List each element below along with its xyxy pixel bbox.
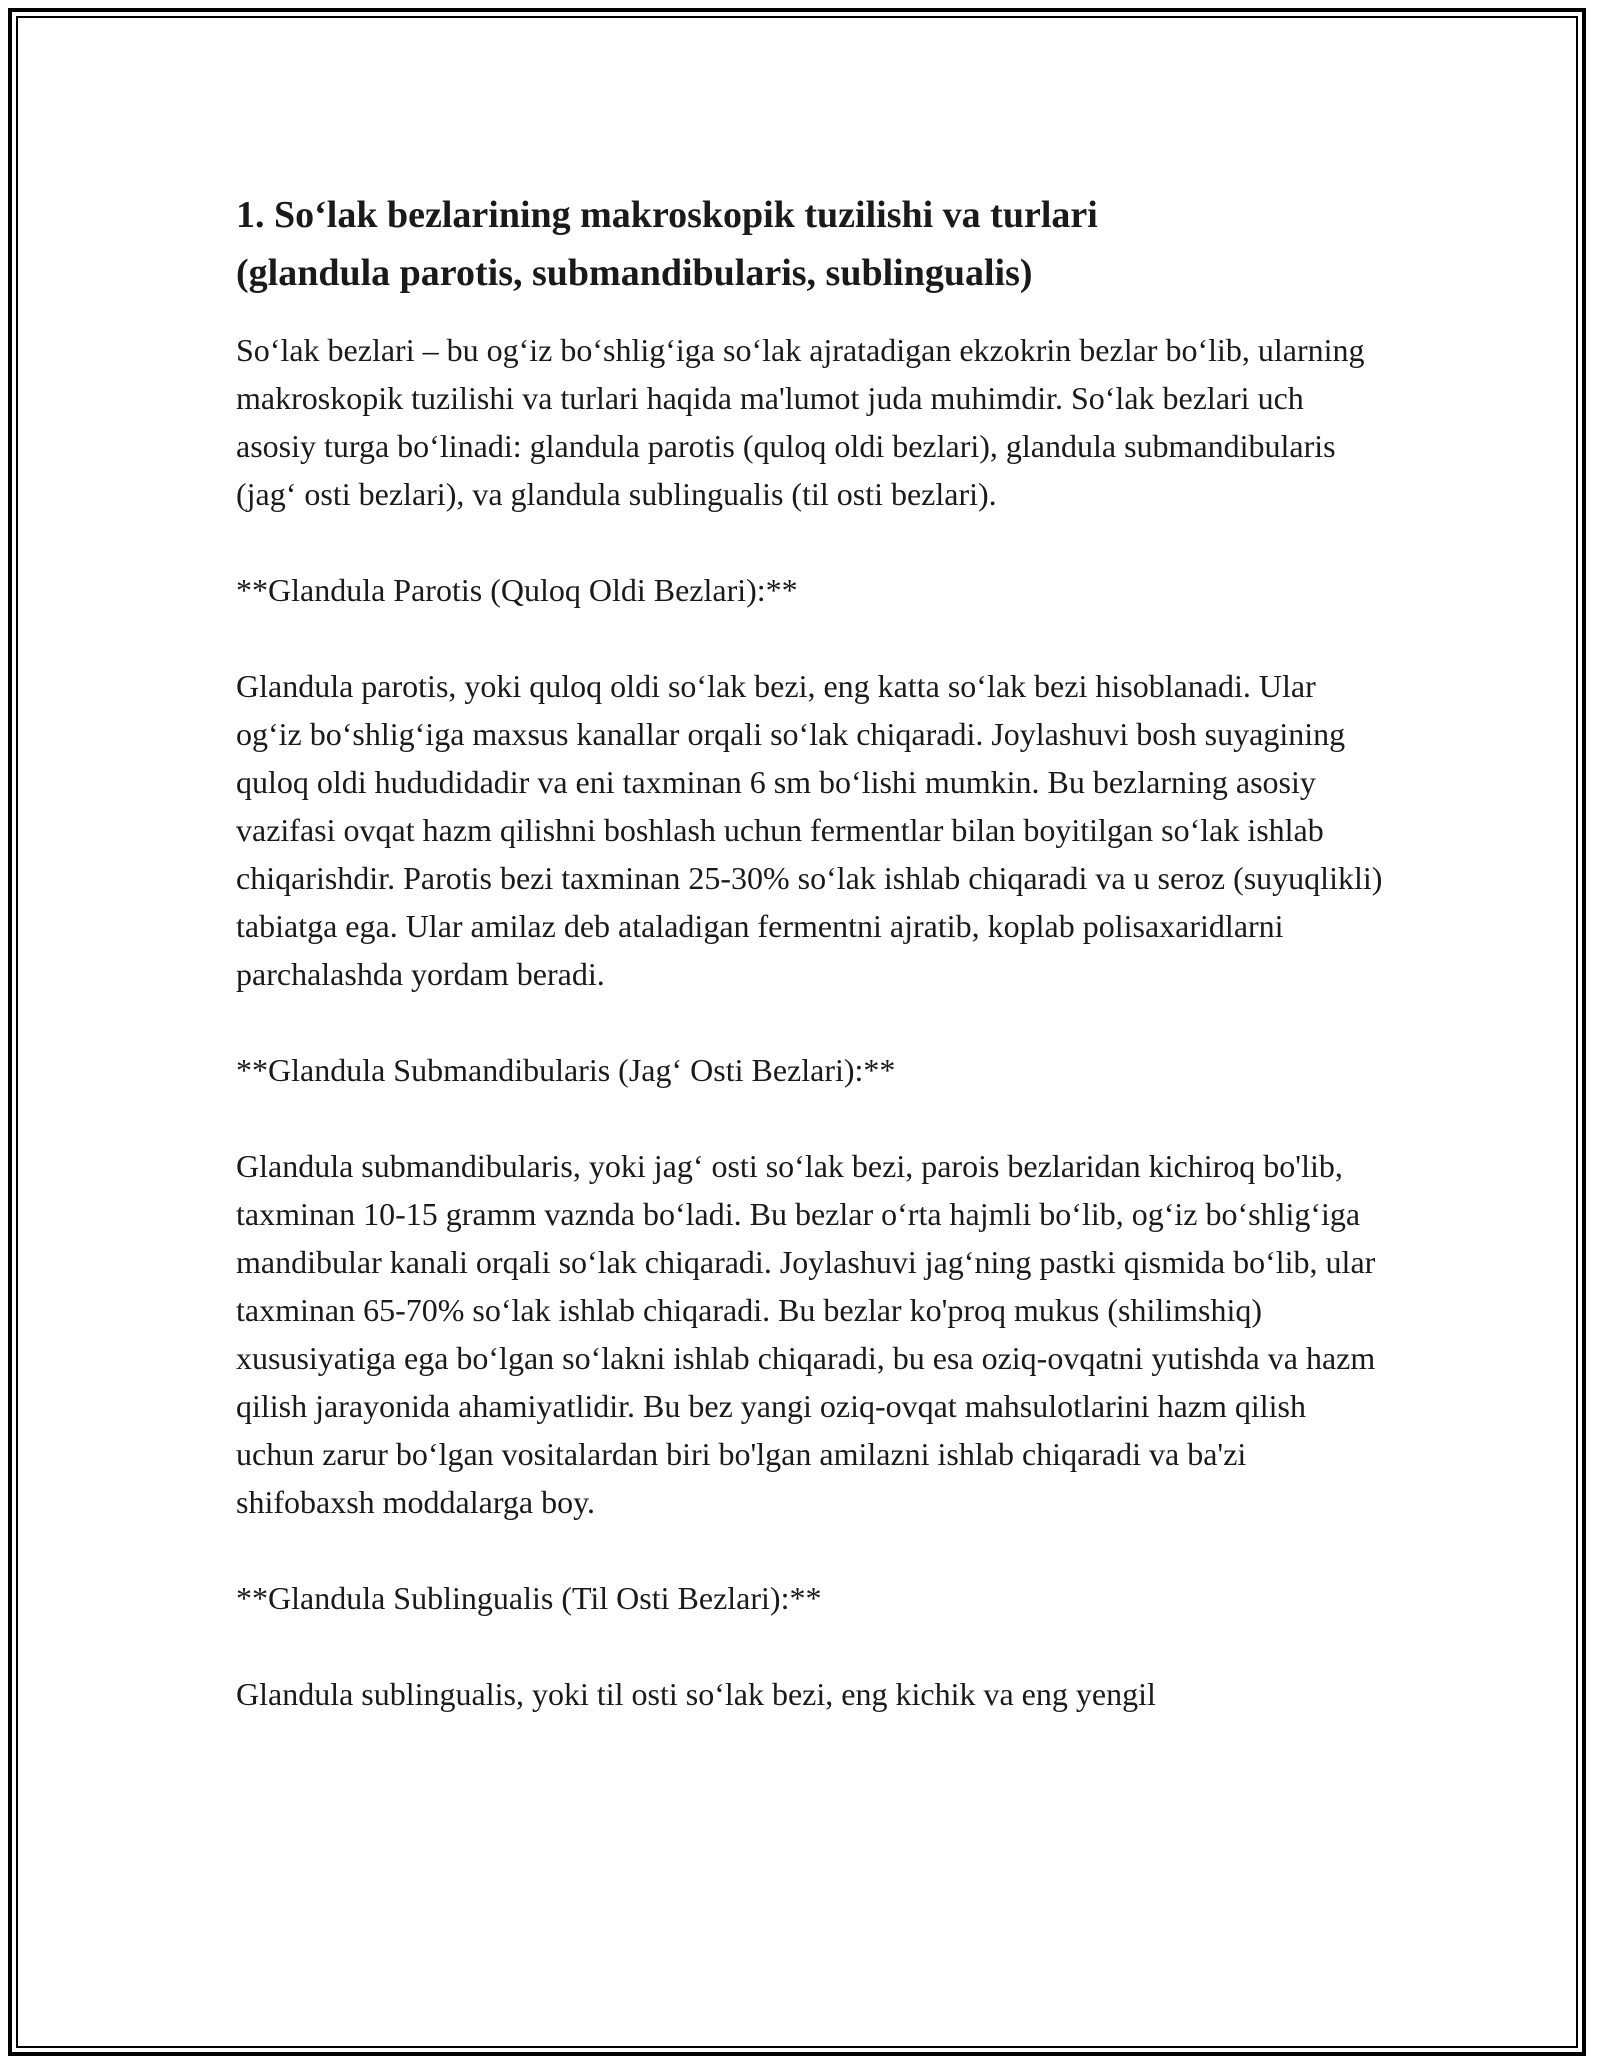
document-heading <box>236 186 1386 302</box>
section-body-sublingualis: Glandula sublingualis, yoki til osti so‘lak bezi, eng kichik va eng yengil <box>236 1676 1156 1712</box>
heading-line-1: 1. So‘lak bezlarining makroskopik tuzilishi va turlari <box>236 194 1098 236</box>
heading-line-2: (glandula parotis, submandibularis, sublingualis) <box>236 252 1033 294</box>
intro-paragraph: So‘lak bezlari – bu og‘iz bo‘shlig‘iga so‘lak ajratadigan ekzokrin bezlar bo‘lib, ularning makroskopik tuzilishi va turlari haqida ma'lumot juda muhimdir. So‘lak bezlari uch asosiy turga bo‘linadi: glandula parotis (quloq oldi bezlari), glandula submandibularis (jag‘ osti bezlari), va glandula sublingualis (til osti bezlari). <box>236 332 1365 512</box>
section-body-submandibularis: Glandula submandibularis, yoki jag‘ osti so‘lak bezi, parois bezlaridan kichiroq bo'lib, taxminan 10-15 gramm vaznda bo‘ladi. Bu bezlar o‘rta hajmli bo‘lib, og‘iz bo‘shlig‘iga mandibular kanali orqali so‘lak chiqaradi. Joylashuvi jag‘ning pastki qismida bo‘lib, ular taxminan 65-70% so‘lak ishlab chiqaradi. Bu bezlar ko'proq mukus (shilimshiq) xususiyatiga ega bo‘lgan so‘lakni ishlab chiqaradi, bu esa oziq-ovqatni yutishda va hazm qilish jarayonida ahamiyatlidir. Bu bez yangi oziq-ovqat mahsulotlarini hazm qilish uchun zarur bo‘lgan vositalardan biri bo'lgan amilazni ishlab chiqaradi va ba'zi shifobaxsh moddalarga boy. <box>236 1148 1376 1520</box>
section-title-parotis: **Glandula Parotis (Quloq Oldi Bezlari):** <box>236 572 798 608</box>
section-title-submandibularis: **Glandula Submandibularis (Jag‘ Osti Bezlari):** <box>236 1052 896 1088</box>
section-body-parotis: Glandula parotis, yoki quloq oldi so‘lak bezi, eng katta so‘lak bezi hisoblanadi. Ular og‘iz bo‘shlig‘iga maxsus kanallar orqali so‘lak chiqaradi. Joylashuvi bosh suyagining quloq oldi hududidadir va eni taxminan 6 sm bo‘lishi mumkin. Bu bezlarning asosiy vazifasi ovqat hazm qilishni boshlash uchun fermentlar bilan boyitilgan so‘lak ishlab chiqarishdir. Parotis bezi taxminan 25-30% so‘lak ishlab chiqaradi va u seroz (suyuqlikli) tabiatga ega. Ular amilaz deb ataladigan fermentni ajratib, koplab polisaxaridlarni parchalashda yordam beradi. <box>236 668 1383 992</box>
document-body <box>236 186 1386 1766</box>
section-title-sublingualis: **Glandula Sublingualis (Til Osti Bezlari):** <box>236 1580 822 1616</box>
